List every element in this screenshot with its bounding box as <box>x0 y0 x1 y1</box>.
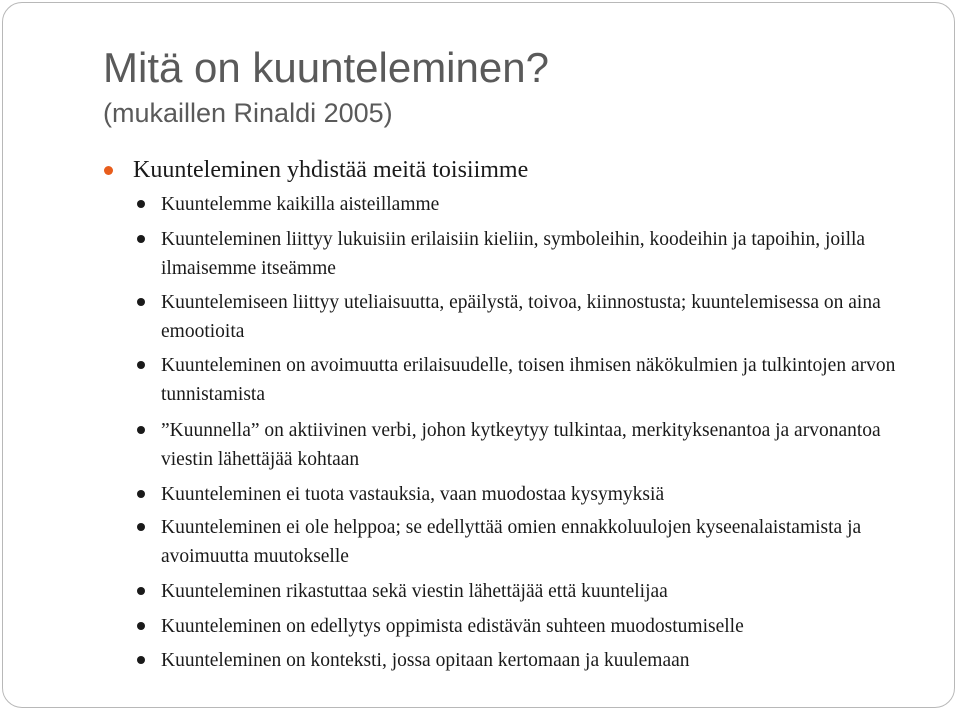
sub-bullet-text: Kuunteleminen on edellytys oppimista edistävän suhteen muodostumiselle <box>161 616 744 637</box>
sub-bullet-text: Kuuntelemme kaikilla aisteillamme <box>161 194 440 215</box>
sub-bullet <box>161 577 921 606</box>
bullet-icon <box>137 200 145 208</box>
sub-bullet-text: Kuunteleminen liittyy lukuisiin erilaisiin kieliin, symboleihin, koodeihin ja tapoihin, joilla ilmaisemme itseämme <box>161 229 866 279</box>
slide-subtitle: (mukaillen Rinaldi 2005) <box>103 98 393 128</box>
main-bullet-text: Kuunteleminen yhdistää meitä toisiimme <box>133 157 529 183</box>
sub-bullet <box>161 646 921 675</box>
bullet-icon <box>137 523 145 531</box>
bullet-icon <box>137 622 145 630</box>
bullet-icon <box>137 656 145 664</box>
sub-bullet-text: Kuunteleminen on avoimuutta erilaisuudelle, toisen ihmisen näkökulmien ja tulkintojen arvon tunnistamista <box>161 355 896 405</box>
slide-title: Mitä on kuunteleminen? <box>103 44 549 91</box>
sub-bullet <box>161 480 921 509</box>
sub-bullet-text: Kuunteleminen ei tuota vastauksia, vaan muodostaa kysymyksiä <box>161 484 665 505</box>
bullet-icon <box>137 235 145 243</box>
sub-bullet <box>161 416 921 474</box>
bullet-icon <box>137 490 145 498</box>
sub-bullet <box>161 513 921 571</box>
bullet-icon <box>137 361 145 369</box>
sub-bullet-text: ”Kuunnella” on aktiivinen verbi, johon kytkeytyy tulkintaa, merkityksenantoa ja arvonantoa viestin lähettäjää kohtaan <box>161 420 881 470</box>
sub-bullet <box>161 351 921 409</box>
sub-bullet <box>161 612 921 641</box>
sub-bullet-text: Kuunteleminen rikastuttaa sekä viestin lähettäjää että kuuntelijaa <box>161 581 668 602</box>
bullet-icon <box>137 426 145 434</box>
bullet-icon <box>137 298 145 306</box>
sub-bullet-text: Kuunteleminen on konteksti, jossa opitaan kertomaan ja kuulemaan <box>161 650 690 671</box>
sub-bullet <box>161 190 921 219</box>
sub-bullet-text: Kuuntelemiseen liittyy uteliaisuutta, epäilystä, toivoa, kiinnostusta; kuuntelemisessa on aina emootioita <box>161 292 881 342</box>
sub-bullet <box>161 225 921 283</box>
orange-bullet-icon <box>104 166 113 175</box>
main-bullet <box>133 156 528 184</box>
sub-bullet <box>161 288 921 346</box>
bullet-icon <box>137 587 145 595</box>
sub-bullet-text: Kuunteleminen ei ole helppoa; se edellyttää omien ennakkoluulojen kyseenalaistamista ja avoimuutta muutokselle <box>161 517 862 567</box>
